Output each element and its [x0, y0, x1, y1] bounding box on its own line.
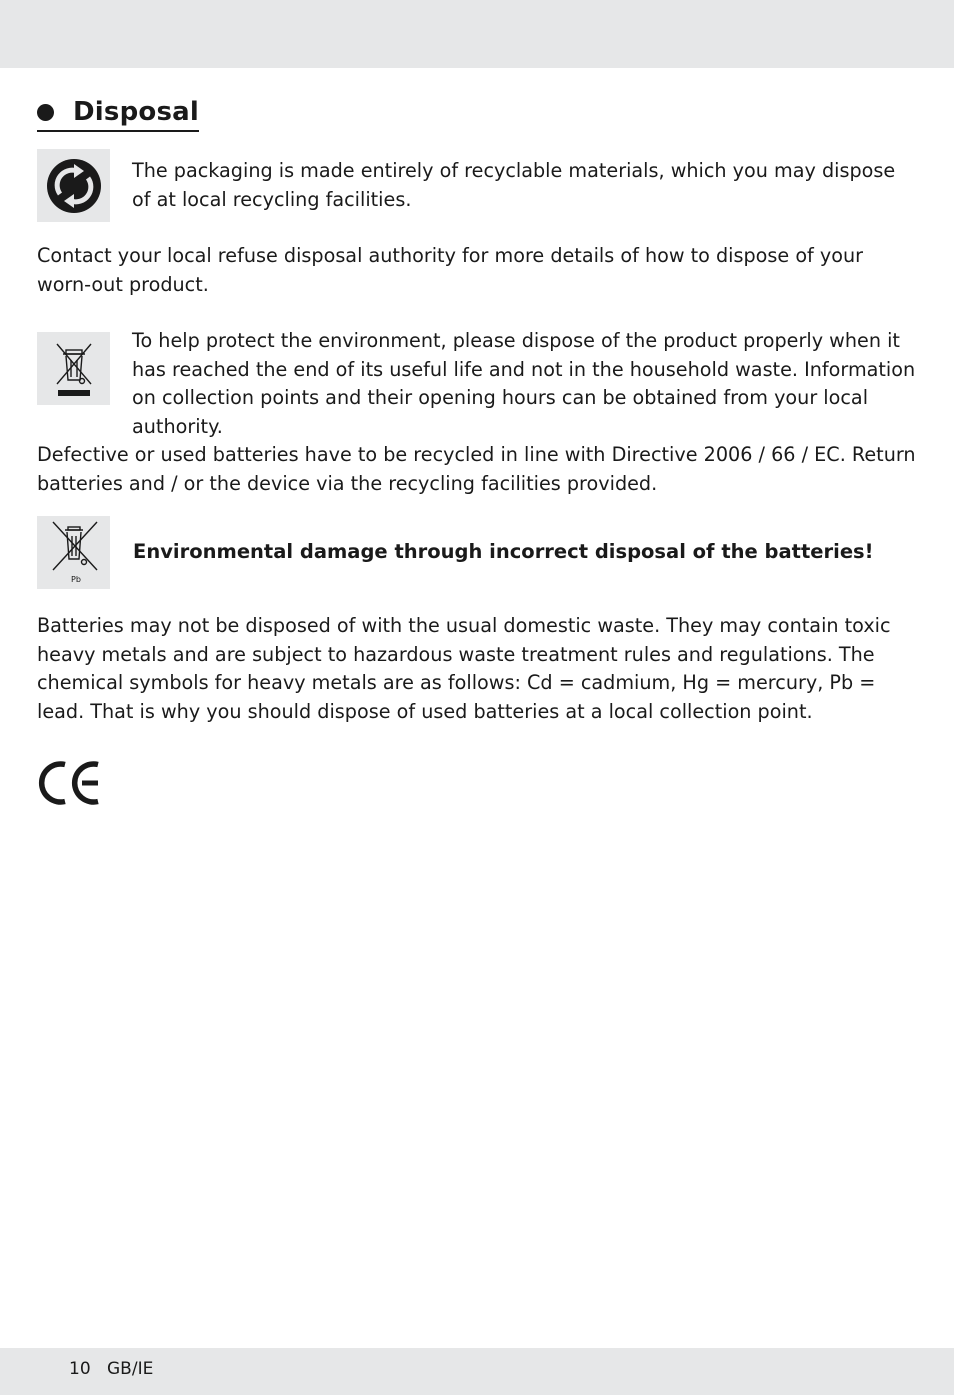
warning-text: Environmental damage through incorrect disposal of the batteries! [133, 540, 874, 563]
bullet-icon [37, 104, 54, 121]
header-band [0, 0, 954, 68]
batteries-directive-text: Defective or used batteries have to be recycled in line with Directive 2006 / 66 / EC. Return batteries and / or the device via the recycling facilities provided. [37, 443, 916, 495]
weee-bin-icon [37, 332, 110, 405]
recycling-icon [37, 149, 110, 222]
heavy-metals-text: Batteries may not be disposed of with the usual domestic waste. They may contain toxic heavy metals and are subject to hazardous waste treatment rules and regulations. The chemical symbols for heavy metals are as follows: Cd = cadmium, Hg = mercury, Pb = lead. That is why you should dispose of used batteries at a local collection point. [37, 614, 891, 723]
environment-text: To help protect the environment, please dispose of the product properly when it has reached the end of its useful life and not in the household waste. Information on collection points and their opening hours can be obtained from your local authority. [132, 329, 916, 438]
section-heading [37, 94, 199, 132]
page-number: 10 [69, 1359, 91, 1379]
battery-bin-icon [37, 516, 110, 589]
pb-label: Pb [70, 574, 81, 584]
locale-label: GB/IE [107, 1359, 154, 1379]
packaging-text: The packaging is made entirely of recyclable materials, which you may dispose of at local recycling facilities. [132, 159, 896, 211]
section-title: Disposal [73, 97, 199, 127]
contact-text: Contact your local refuse disposal authority for more details of how to dispose of your worn-out product. [37, 244, 864, 296]
ce-mark-icon [36, 760, 102, 810]
